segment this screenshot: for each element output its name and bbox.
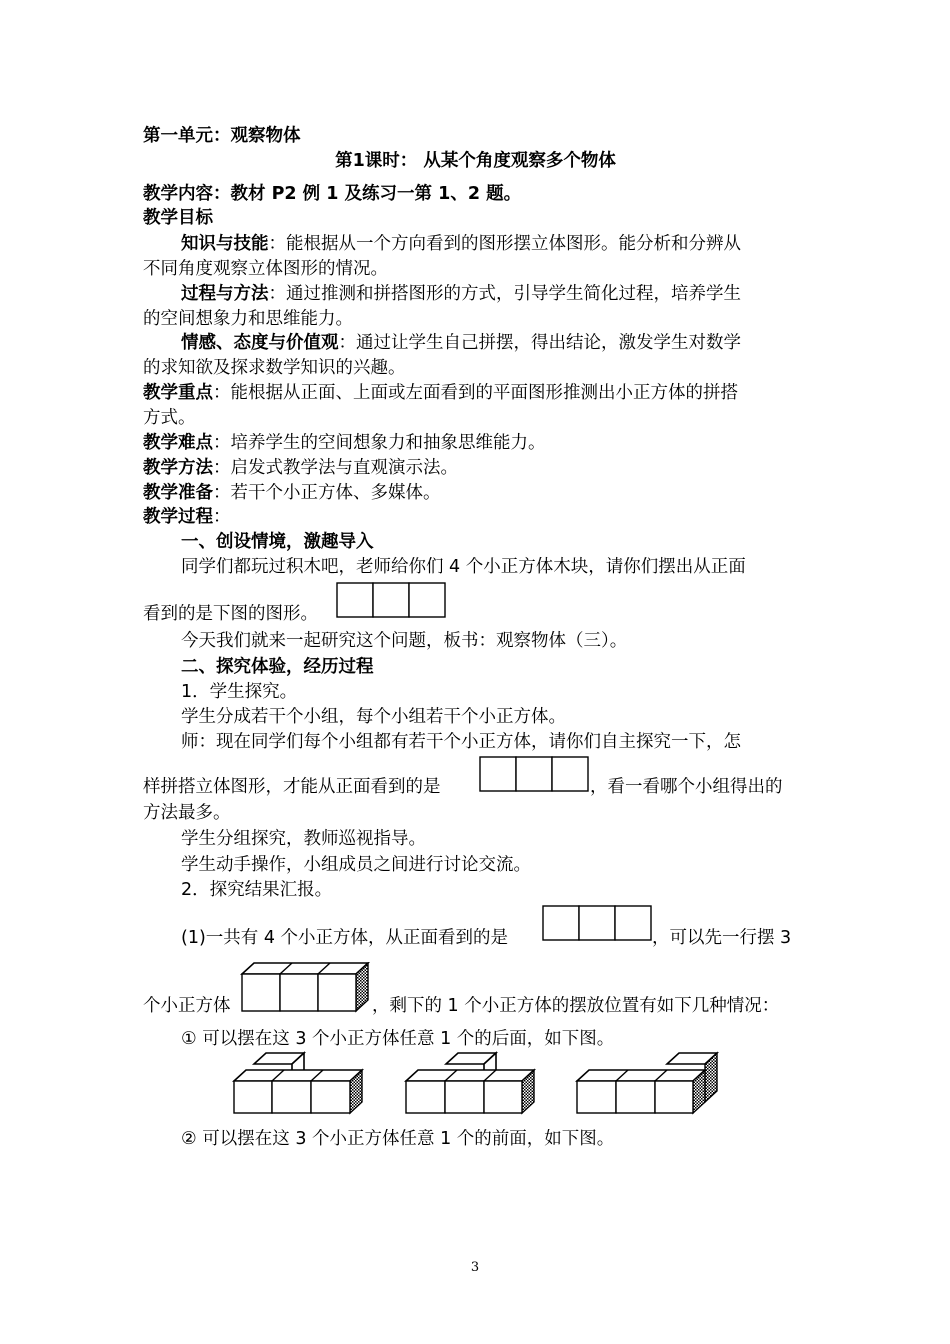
front-view-three-squares-figure-2 <box>479 756 591 794</box>
goals-heading: 教学目标 <box>143 208 213 228</box>
section-2-para-2-line-1: 师：现在同学们每个小组都有若干个小正方体，请你们自主探究一下，怎 <box>181 732 741 752</box>
emotion-line-2: 的求知欲及探求数学知识的兴趣。 <box>143 358 406 378</box>
page-number: 3 <box>470 1260 480 1275</box>
method-label: 教学方法 <box>143 458 213 478</box>
knowledge-label: 知识与技能 <box>181 234 269 254</box>
section-1-para-1-line-2: 看到的是下图的图形。 <box>143 604 318 624</box>
section-2-item-2: 2．探究结果汇报。 <box>181 880 333 900</box>
section-2-para-4: 学生动手操作，小组成员之间进行讨论交流。 <box>181 855 531 875</box>
method-line: 教学方法：启发式教学法与直观演示法。 <box>143 458 458 478</box>
procedure-line: 教学过程： <box>143 507 231 527</box>
emotion-label: 情感、态度与价值观 <box>181 333 339 353</box>
section-2-heading: 二、探究体验，经历过程 <box>181 657 374 677</box>
lesson-title: 第1课时： 从某个角度观察多个物体 <box>335 151 616 171</box>
section-1-para-1-line-1: 同学们都玩过积木吧，老师给你们 4 个小正方体木块，请你们摆出从正面 <box>181 557 746 577</box>
front-view-three-squares-figure <box>336 582 448 620</box>
result-line-1b: ，可以先一行摆 3 <box>652 928 792 948</box>
section-1-heading: 一、创设情境，激趣导入 <box>181 532 374 552</box>
case-1-line: ① 可以摆在这 3 个小正方体任意 1 个的后面，如下图。 <box>181 1029 615 1049</box>
result-line-2a: 个小正方体 <box>143 996 231 1016</box>
preparation-line: 教学准备：若干个小正方体、多媒体。 <box>143 483 441 503</box>
result-line-2b: ，剩下的 1 个小正方体的摆放位置有如下几种情况： <box>372 996 780 1016</box>
teaching-content: 教学内容：教材 P2 例 1 及练习一第 1、2 题。 <box>143 184 522 204</box>
section-1-para-2: 今天我们就来一起研究这个问题，板书：观察物体（三）。 <box>181 631 628 651</box>
section-2-para-2-line-2a: 样拼搭立体图形，才能从正面看到的是 <box>143 777 441 797</box>
key-point-line-1: 教学重点：能根据从正面、上面或左面看到的平面图形推测出小正方体的拼搭 <box>143 383 738 403</box>
three-cubes-row-figure <box>240 962 372 1014</box>
process-line-1: 过程与方法：通过推测和拼搭图形的方式，引导学生简化过程，培养学生 <box>181 284 741 304</box>
section-2-para-3: 学生分组探究，教师巡视指导。 <box>181 829 426 849</box>
section-2-para-1: 学生分成若干个小组，每个小组若干个小正方体。 <box>181 707 566 727</box>
section-2-item-1: 1．学生探究。 <box>181 682 298 702</box>
knowledge-line-2: 不同角度观察立体图形的情况。 <box>143 259 388 279</box>
cube-arrangement-behind-middle <box>404 1050 542 1116</box>
section-2-para-2-line-3: 方法最多。 <box>143 803 231 823</box>
process-line-2: 的空间想象力和思维能力。 <box>143 309 353 329</box>
result-line-1a: (1)一共有 4 个小正方体，从正面看到的是 <box>181 928 509 948</box>
section-2-para-2-line-2b: ，看一看哪个小组得出的 <box>590 777 783 797</box>
cube-arrangement-behind-right <box>575 1050 720 1116</box>
knowledge-line-1: 知识与技能：能根据从一个方向看到的图形摆立体图形。能分析和分辨从 <box>181 234 741 254</box>
case-2-line: ② 可以摆在这 3 个小正方体任意 1 个的前面，如下图。 <box>181 1129 615 1149</box>
key-label: 教学重点 <box>143 383 213 403</box>
key-point-line-2: 方式。 <box>143 408 196 428</box>
front-view-three-squares-figure-3 <box>542 905 654 943</box>
cube-arrangement-behind-left <box>232 1050 370 1116</box>
emotion-line-1: 情感、态度与价值观：通过让学生自己拼摆，得出结论，激发学生对数学 <box>181 333 741 353</box>
preparation-label: 教学准备 <box>143 483 213 503</box>
difficulty-line: 教学难点：培养学生的空间想象力和抽象思维能力。 <box>143 433 546 453</box>
difficulty-label: 教学难点 <box>143 433 213 453</box>
process-label: 过程与方法 <box>181 284 269 304</box>
unit-title: 第一单元：观察物体 <box>143 126 301 146</box>
procedure-label: 教学过程 <box>143 507 213 527</box>
